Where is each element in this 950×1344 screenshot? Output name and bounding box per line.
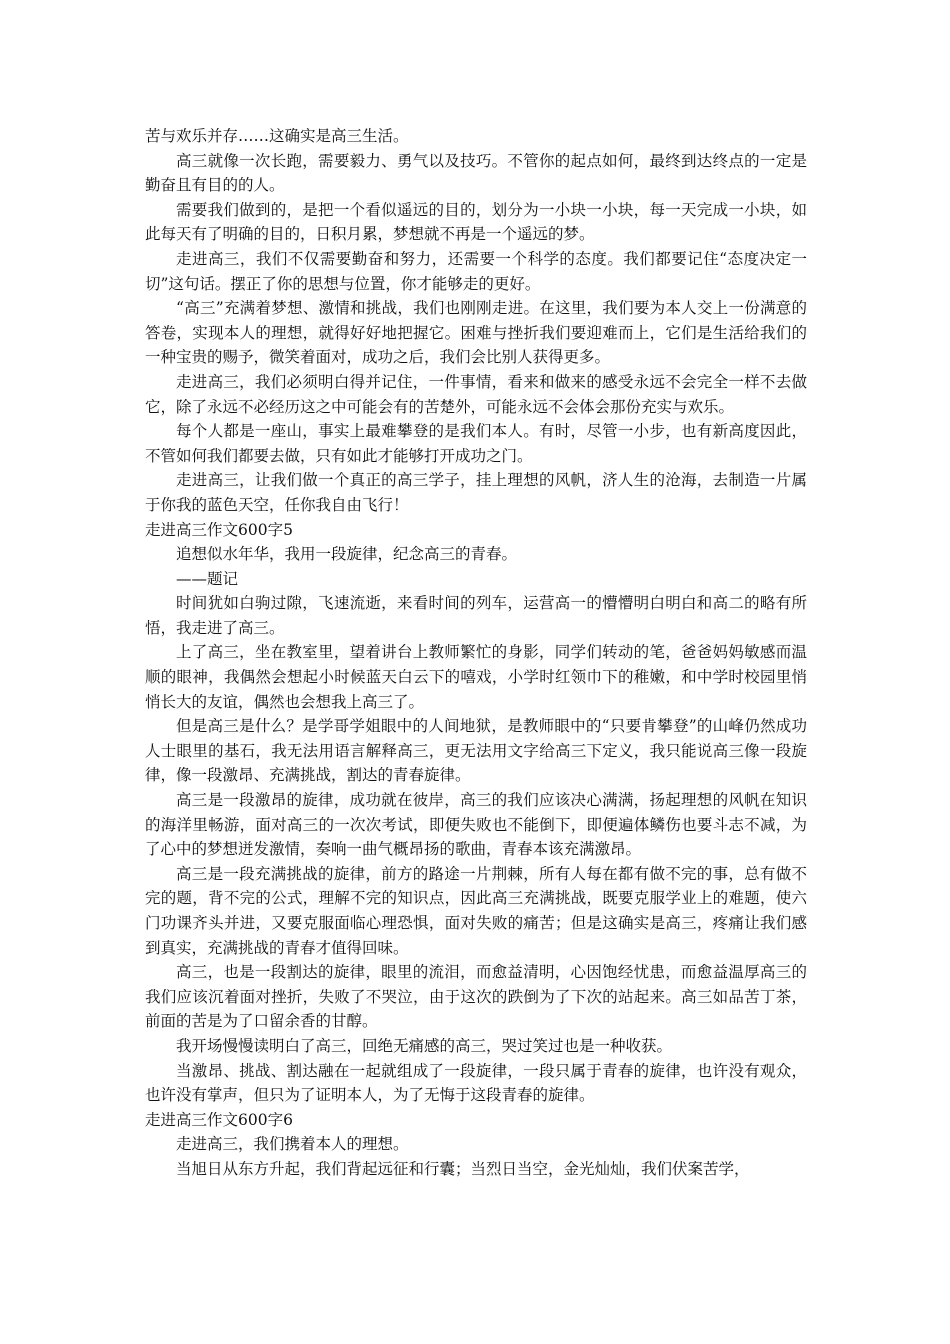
paragraph: “高三”充满着梦想、激情和挑战，我们也刚刚走进。在这里，我们要为本人交上一份满意的答卷，实现本人的理想，就得好好地把握它。困难与挫折我们要迎难而上，它们是生活给我们的一种宝贵的赐予，微笑着面对，成功之后，我们会比别人获得更多。: [145, 299, 807, 367]
document-body: [145, 124, 807, 1182]
paragraph: 高三就像一次长跑，需要毅力、勇气以及技巧。不管你的起点如何，最终到达终点的一定是勤奋且有目的的人。: [145, 151, 807, 195]
paragraph: 每个人都是一座山，事实上最难攀登的是我们本人。有时，尽管一小步，也有新高度因此，不管如何我们都要去做，只有如此才能够打开成功之门。: [145, 422, 807, 465]
paragraph: 高三是一段激昂的旋律，成功就在彼岸，高三的我们应该决心满满，扬起理想的风帆在知识的海洋里畅游，面对高三的一次次考试，即便失败也不能倒下，即便遍体鳞伤也要斗志不减，为了心中的梦想迸发激情，奏响一曲气概昂扬的歌曲，青春本该充满激昂。: [145, 791, 807, 859]
paragraph: 走进高三，我们不仅需要勤奋和努力，还需要一个科学的态度。我们都要记住“态度决定一切”这句话。摆正了你的思想与位置，你才能够走的更好。: [145, 249, 807, 293]
paragraph: 我开场慢慢读明白了高三，回绝无痛感的高三，哭过笑过也是一种收获。: [176, 1036, 673, 1055]
paragraph: 时间犹如白驹过隙，飞速流逝，来看时间的列车，运营高一的懵懵明白明白和高二的略有所悟，我走进了高三。: [145, 594, 807, 637]
paragraph: 但是高三是什么？是学哥学姐眼中的人间地狱，是教师眼中的“只要肯攀登”的山峰仍然成功人士眼里的基石，我无法用语言解释高三，更无法用文字给高三下定义，我只能说高三像一段旋律，像一段激昂、充满挑战，割达的青春旋律。: [145, 717, 807, 785]
continuation-line: 苦与欢乐并存……这确实是高三生活。: [145, 127, 409, 145]
paragraph: 需要我们做到的，是把一个看似遥远的目的，划分为一小块一小块，每一天完成一小块，如此每天有了明确的目的，日积月累，梦想就不再是一个遥远的梦。: [145, 200, 807, 244]
section-heading: 走进高三作文600字6: [145, 1110, 293, 1129]
epigraph-attribution: ——题记: [176, 569, 239, 588]
paragraph: 当激昂、挑战、割达融在一起就组成了一段旋律，一段只属于青春的旋律，也许没有观众，也许没有掌声，但只为了证明本人，为了无悔于这段青春的旋律。: [145, 1061, 807, 1105]
paragraph: 高三，也是一段割达的旋律，眼里的流泪，而愈益清明，心因饱经忧患，而愈益温厚高三的我们应该沉着面对挫折，失败了不哭泣，由于这次的跌倒为了下次的站起来。高三如品苦丁茶，前面的苦是为了口留余香的甘醇。: [145, 963, 807, 1031]
paragraph: 走进高三，我们携着本人的理想。: [176, 1135, 409, 1154]
paragraph: 追想似水年华，我用一段旋律，纪念高三的青春。: [176, 545, 518, 564]
paragraph: 当旭日从东方升起，我们背起远征和行囊；当烈日当空，金光灿灿，我们伏案苦学，: [176, 1159, 750, 1178]
paragraph: 走进高三，我们必须明白得并记住，一件事情，看来和做来的感受永远不会完全一样不去做它，除了永远不必经历这之中可能会有的苦楚外，可能永远不会体会那份充实与欢乐。: [145, 372, 807, 416]
paragraph: 走进高三，让我们做一个真正的高三学子，挂上理想的风帆，济人生的沧海，去制造一片属于你我的蓝色天空，任你我自由飞行！: [145, 471, 807, 514]
paragraph: 高三是一段充满挑战的旋律，前方的路途一片荆棘，所有人每在都有做不完的事，总有做不完的题，背不完的公式，理解不完的知识点，因此高三充满挑战，既要克服学业上的难题，使六门功课齐头并进，又要克服面临心理恐惧，面对失败的痛苦；但是这确实是高三，疼痛让我们感到真实，充满挑战的青春才值得回味。: [145, 864, 807, 957]
paragraph: 上了高三，坐在教室里，望着讲台上教师繁忙的身影，同学们转动的笔，爸爸妈妈敏感而温顺的眼神，我偶然会想起小时候蓝天白云下的嘻戏，小学时红领巾下的稚嫩，和中学时校园里悄悄长大的友谊，偶然也会想我上高三了。: [145, 643, 807, 711]
section-heading: 走进高三作文600字5: [145, 520, 293, 539]
